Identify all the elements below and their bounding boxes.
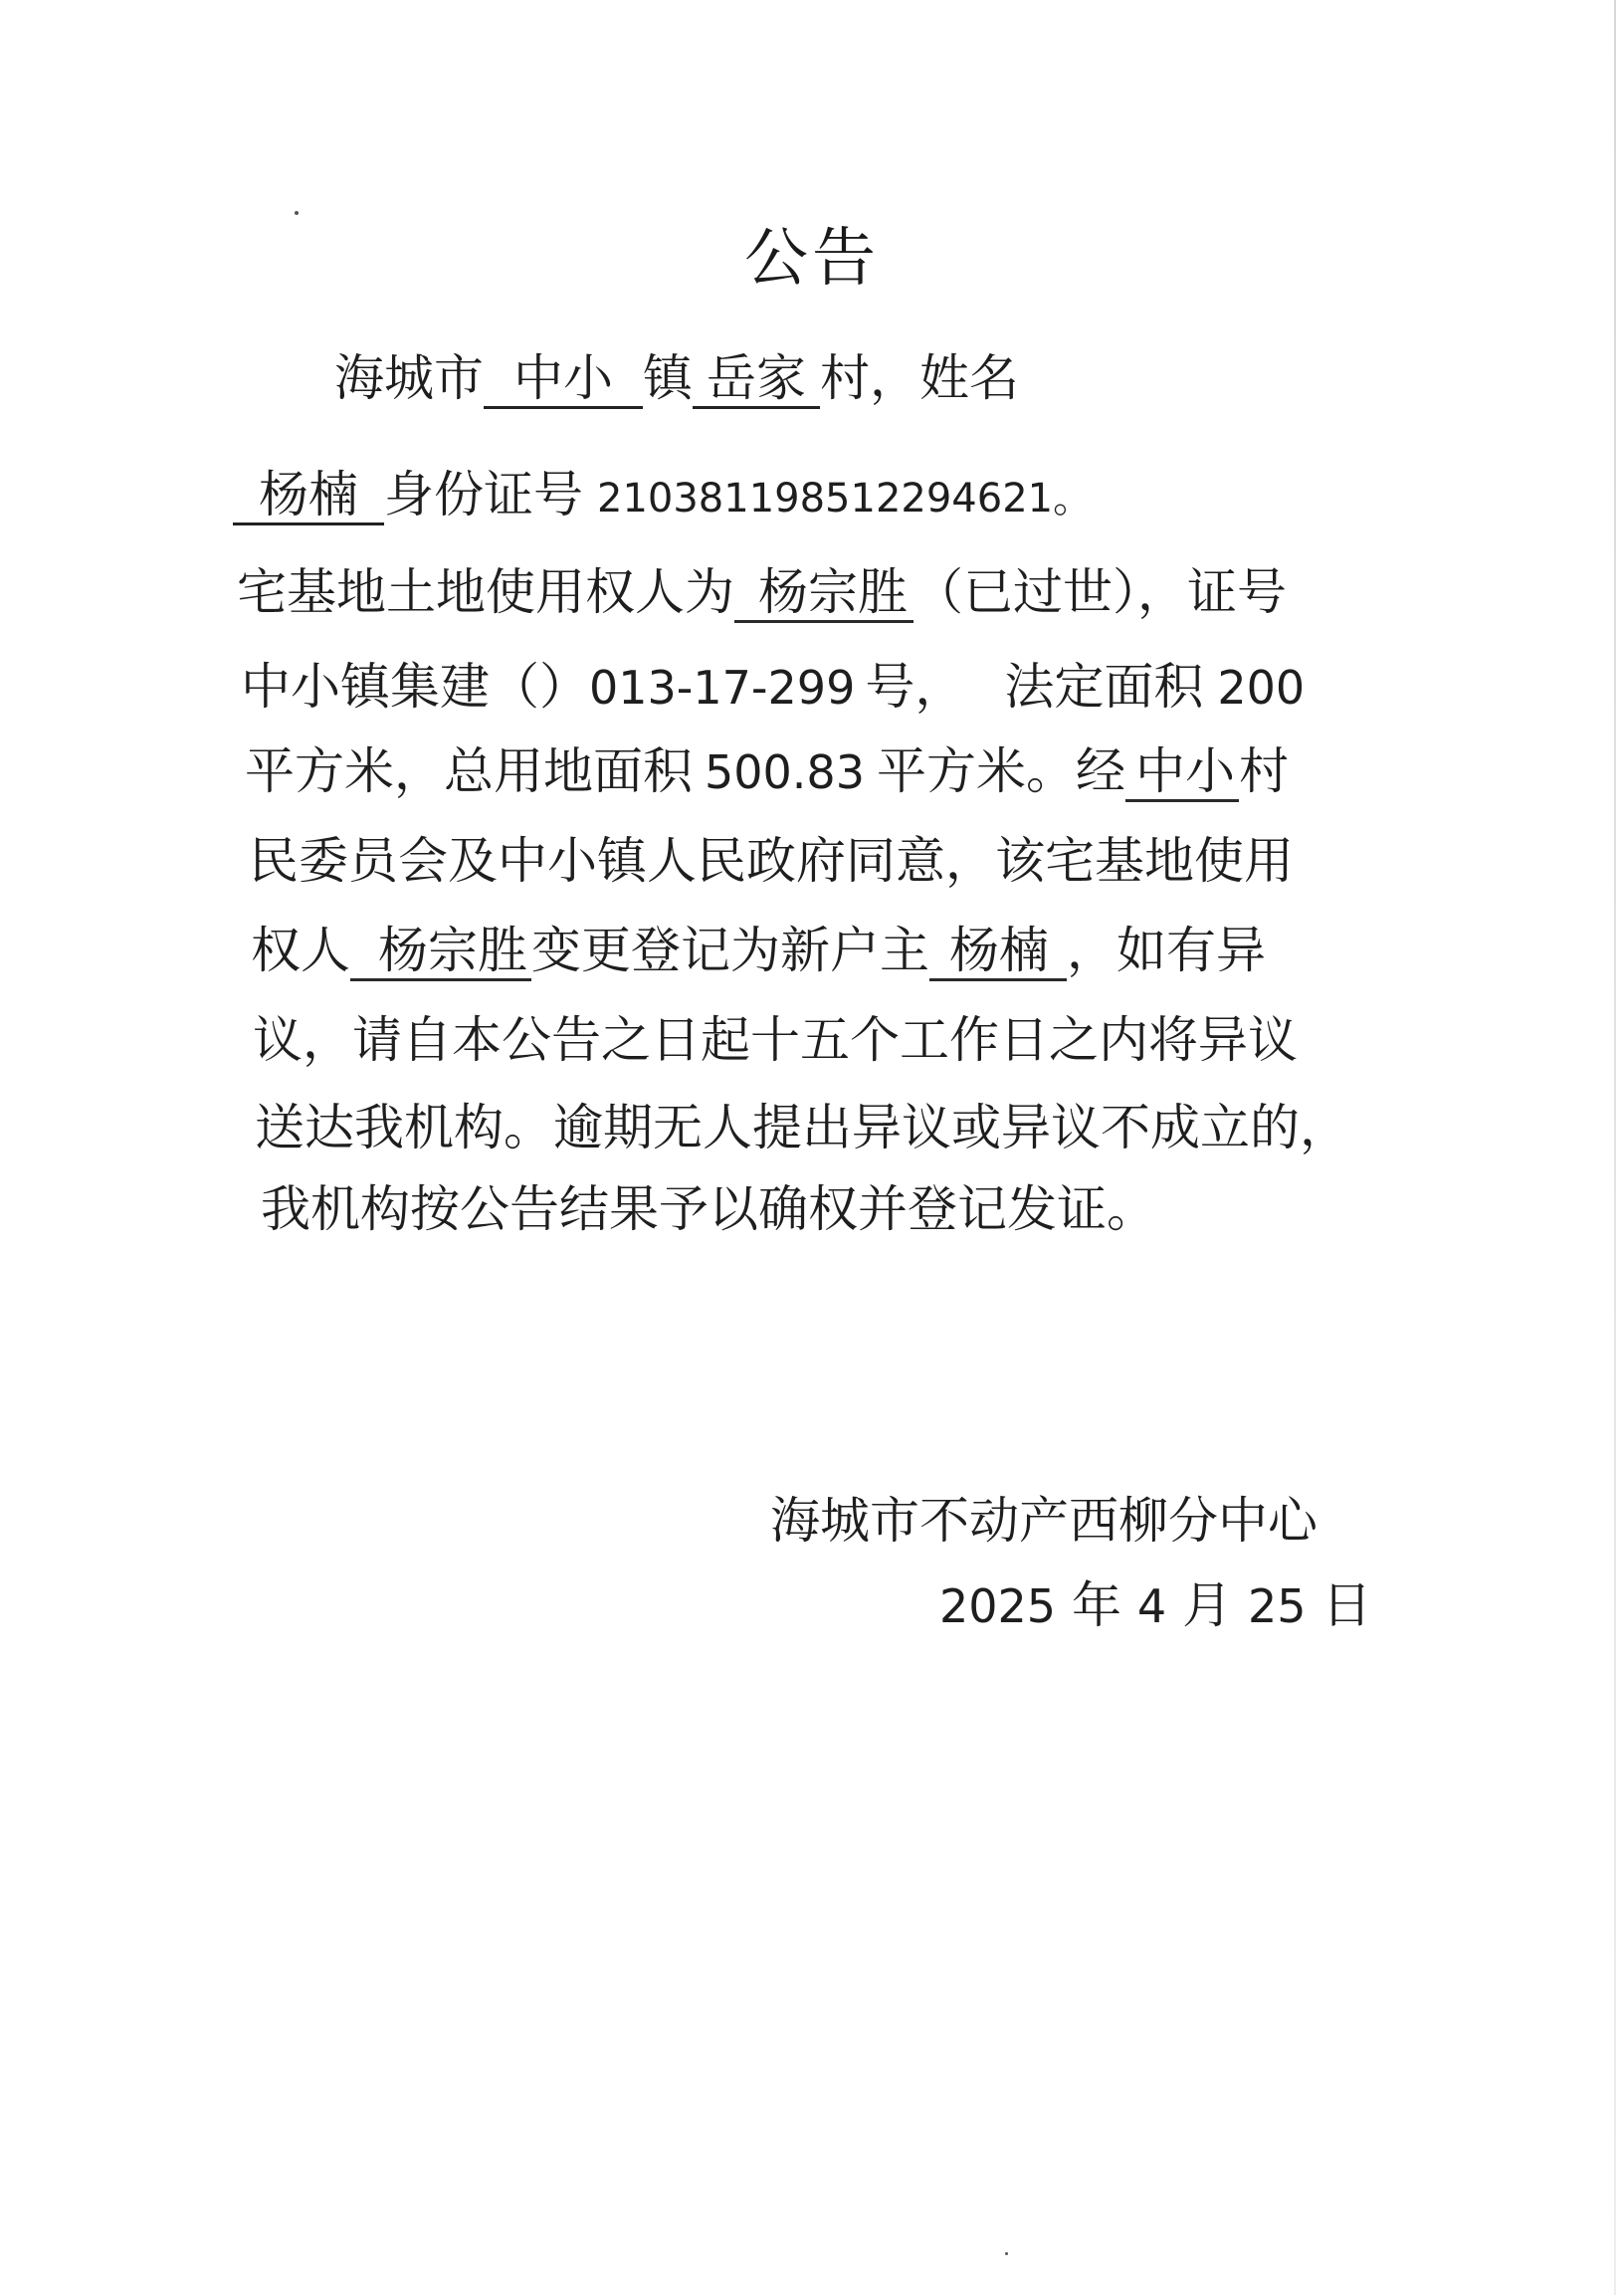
village-field: 岳家	[693, 350, 820, 409]
total-area-suffix: 平方米。经	[876, 742, 1125, 800]
body-line-7	[251, 916, 1266, 985]
new-owner-field: 杨楠	[929, 923, 1067, 981]
holder-suffix: （已过世），证号	[914, 563, 1287, 621]
cert-prefix: 中小镇集建（）	[241, 658, 589, 716]
body-line-1	[334, 343, 1019, 413]
body-line-9: 送达我机构。逾期无人提出异议或异议不成立的，	[255, 1099, 1349, 1156]
total-area-value: 500.83	[705, 745, 865, 799]
holder-field: 杨宗胜	[734, 564, 914, 623]
cert-suffix: 号，	[865, 658, 965, 716]
body-line-6: 民委员会及中小镇人民政府同意，该宅基地使用	[249, 832, 1294, 890]
issue-date	[939, 1570, 1371, 1641]
town-field: 中小	[484, 350, 643, 409]
scan-speck	[295, 211, 299, 215]
total-area-label: 平方米，总用地面积	[245, 742, 693, 800]
date-year-char: 年	[1071, 1576, 1121, 1634]
notice-title: 公告	[744, 222, 880, 296]
scan-edge	[1614, 0, 1616, 2295]
legal-area-label: 法定面积	[1004, 658, 1204, 716]
cert-number: 013-17-299	[589, 661, 856, 715]
issuer-name: 海城市不动产西柳分中心	[770, 1492, 1318, 1550]
body-line-4	[241, 652, 1305, 723]
date-month-char: 月	[1182, 1576, 1233, 1634]
holder-field-2: 杨宗胜	[350, 923, 531, 981]
date-day: 25	[1247, 1579, 1307, 1633]
legal-area-value: 200	[1217, 661, 1306, 715]
body-line-3	[237, 557, 1287, 627]
date-year: 2025	[939, 1579, 1057, 1633]
body-line-10: 我机构按公告结果予以确权并登记发证。	[261, 1180, 1156, 1238]
holder-label: 宅基地土地使用权人为	[237, 563, 734, 621]
village-committee-field: 中小	[1125, 743, 1239, 802]
change-text: 变更登记为新户主	[531, 922, 929, 979]
body-line-5	[245, 736, 1289, 807]
city-text: 海城市	[334, 349, 484, 407]
scan-speck	[1005, 2252, 1008, 2255]
village-suffix: 村，姓名	[820, 349, 1019, 407]
id-number: 210381198512294621。	[597, 476, 1094, 522]
town-suffix: 镇	[643, 349, 693, 407]
village-committee-suffix: 村	[1238, 742, 1289, 800]
holder-label-2: 权人	[251, 922, 350, 979]
body-line-2	[233, 460, 1093, 533]
id-label: 身份证号	[384, 466, 583, 523]
objection-text: ，如有异	[1067, 922, 1266, 979]
date-month: 4	[1136, 1579, 1167, 1633]
body-line-8: 议，请自本公告之日起十五个工作日之内将异议	[253, 1011, 1298, 1069]
date-day-char: 日	[1321, 1576, 1372, 1634]
name-field: 杨楠	[233, 467, 384, 525]
